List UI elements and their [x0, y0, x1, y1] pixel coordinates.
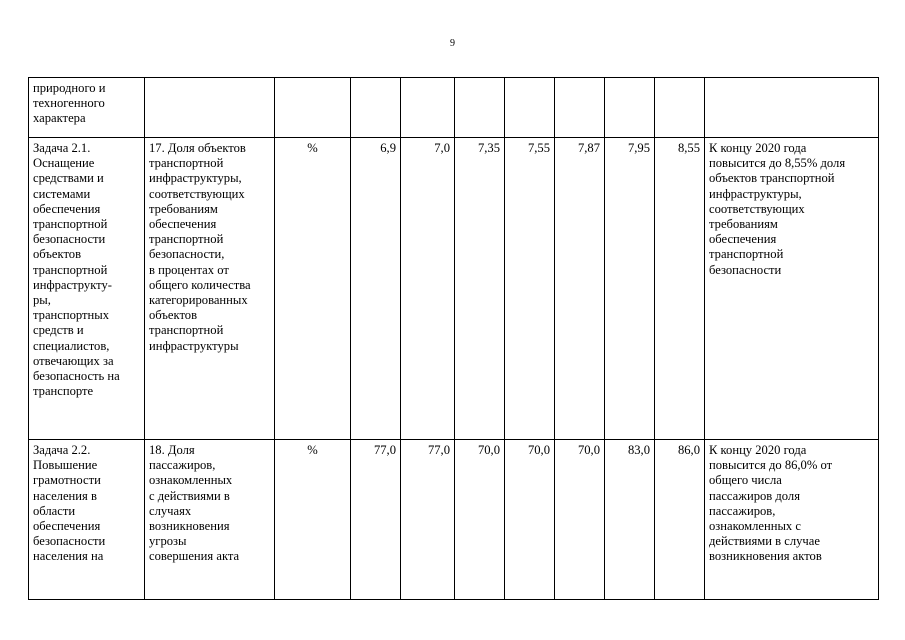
value-cell: 7,0	[401, 138, 455, 440]
indicators-table	[28, 77, 879, 600]
value-cell: 70,0	[455, 440, 505, 600]
value-cell	[655, 78, 705, 138]
result-cell: К концу 2020 года повысится до 86,0% от общего числа пассажиров доля пассажиров, ознакомленных с действиями в случае возникновения актов	[705, 440, 879, 600]
page-number: 9	[450, 38, 455, 49]
value-cell: 83,0	[605, 440, 655, 600]
value-cell	[605, 78, 655, 138]
value-cell: 7,35	[455, 138, 505, 440]
result-cell	[705, 78, 879, 138]
value-cell	[351, 78, 401, 138]
value-cell: 8,55	[655, 138, 705, 440]
value-cell	[401, 78, 455, 138]
result-cell: К концу 2020 года повысится до 8,55% доля объектов транспортной инфраструктуры, соответствующих требованиям обеспечения транспортной безопасности	[705, 138, 879, 440]
value-cell: 86,0	[655, 440, 705, 600]
table-row	[29, 138, 879, 440]
value-cell: 77,0	[401, 440, 455, 600]
task-cell: Задача 2.1. Оснащение средствами и системами обеспечения транспортной безопасности объектов транспортной инфраструкту- ры, транспортных средств и специалистов, отвечающих за безопасность на транспорте	[29, 138, 145, 440]
value-cell	[555, 78, 605, 138]
value-cell: 7,55	[505, 138, 555, 440]
value-cell: 7,95	[605, 138, 655, 440]
indicator-cell: 17. Доля объектов транспортной инфраструктуры, соответствующих требованиям обеспечения транспортной безопасности, в процентах от общего количества категорированных объектов транспортной инфраструктуры	[145, 138, 275, 440]
value-cell	[455, 78, 505, 138]
value-cell: 70,0	[505, 440, 555, 600]
unit-cell	[275, 78, 351, 138]
value-cell: 6,9	[351, 138, 401, 440]
value-cell: 70,0	[555, 440, 605, 600]
unit-cell: %	[275, 440, 351, 600]
value-cell: 7,87	[555, 138, 605, 440]
indicator-cell: 18. Доля пассажиров, ознакомленных с действиями в случаях возникновения угрозы совершения акта	[145, 440, 275, 600]
table-row	[29, 440, 879, 600]
indicator-cell	[145, 78, 275, 138]
task-cell: Задача 2.2. Повышение грамотности населения в области обеспечения безопасности населения на	[29, 440, 145, 600]
task-cell: природного и техногенного характера	[29, 78, 145, 138]
value-cell	[505, 78, 555, 138]
table-row	[29, 78, 879, 138]
unit-cell: %	[275, 138, 351, 440]
value-cell: 77,0	[351, 440, 401, 600]
